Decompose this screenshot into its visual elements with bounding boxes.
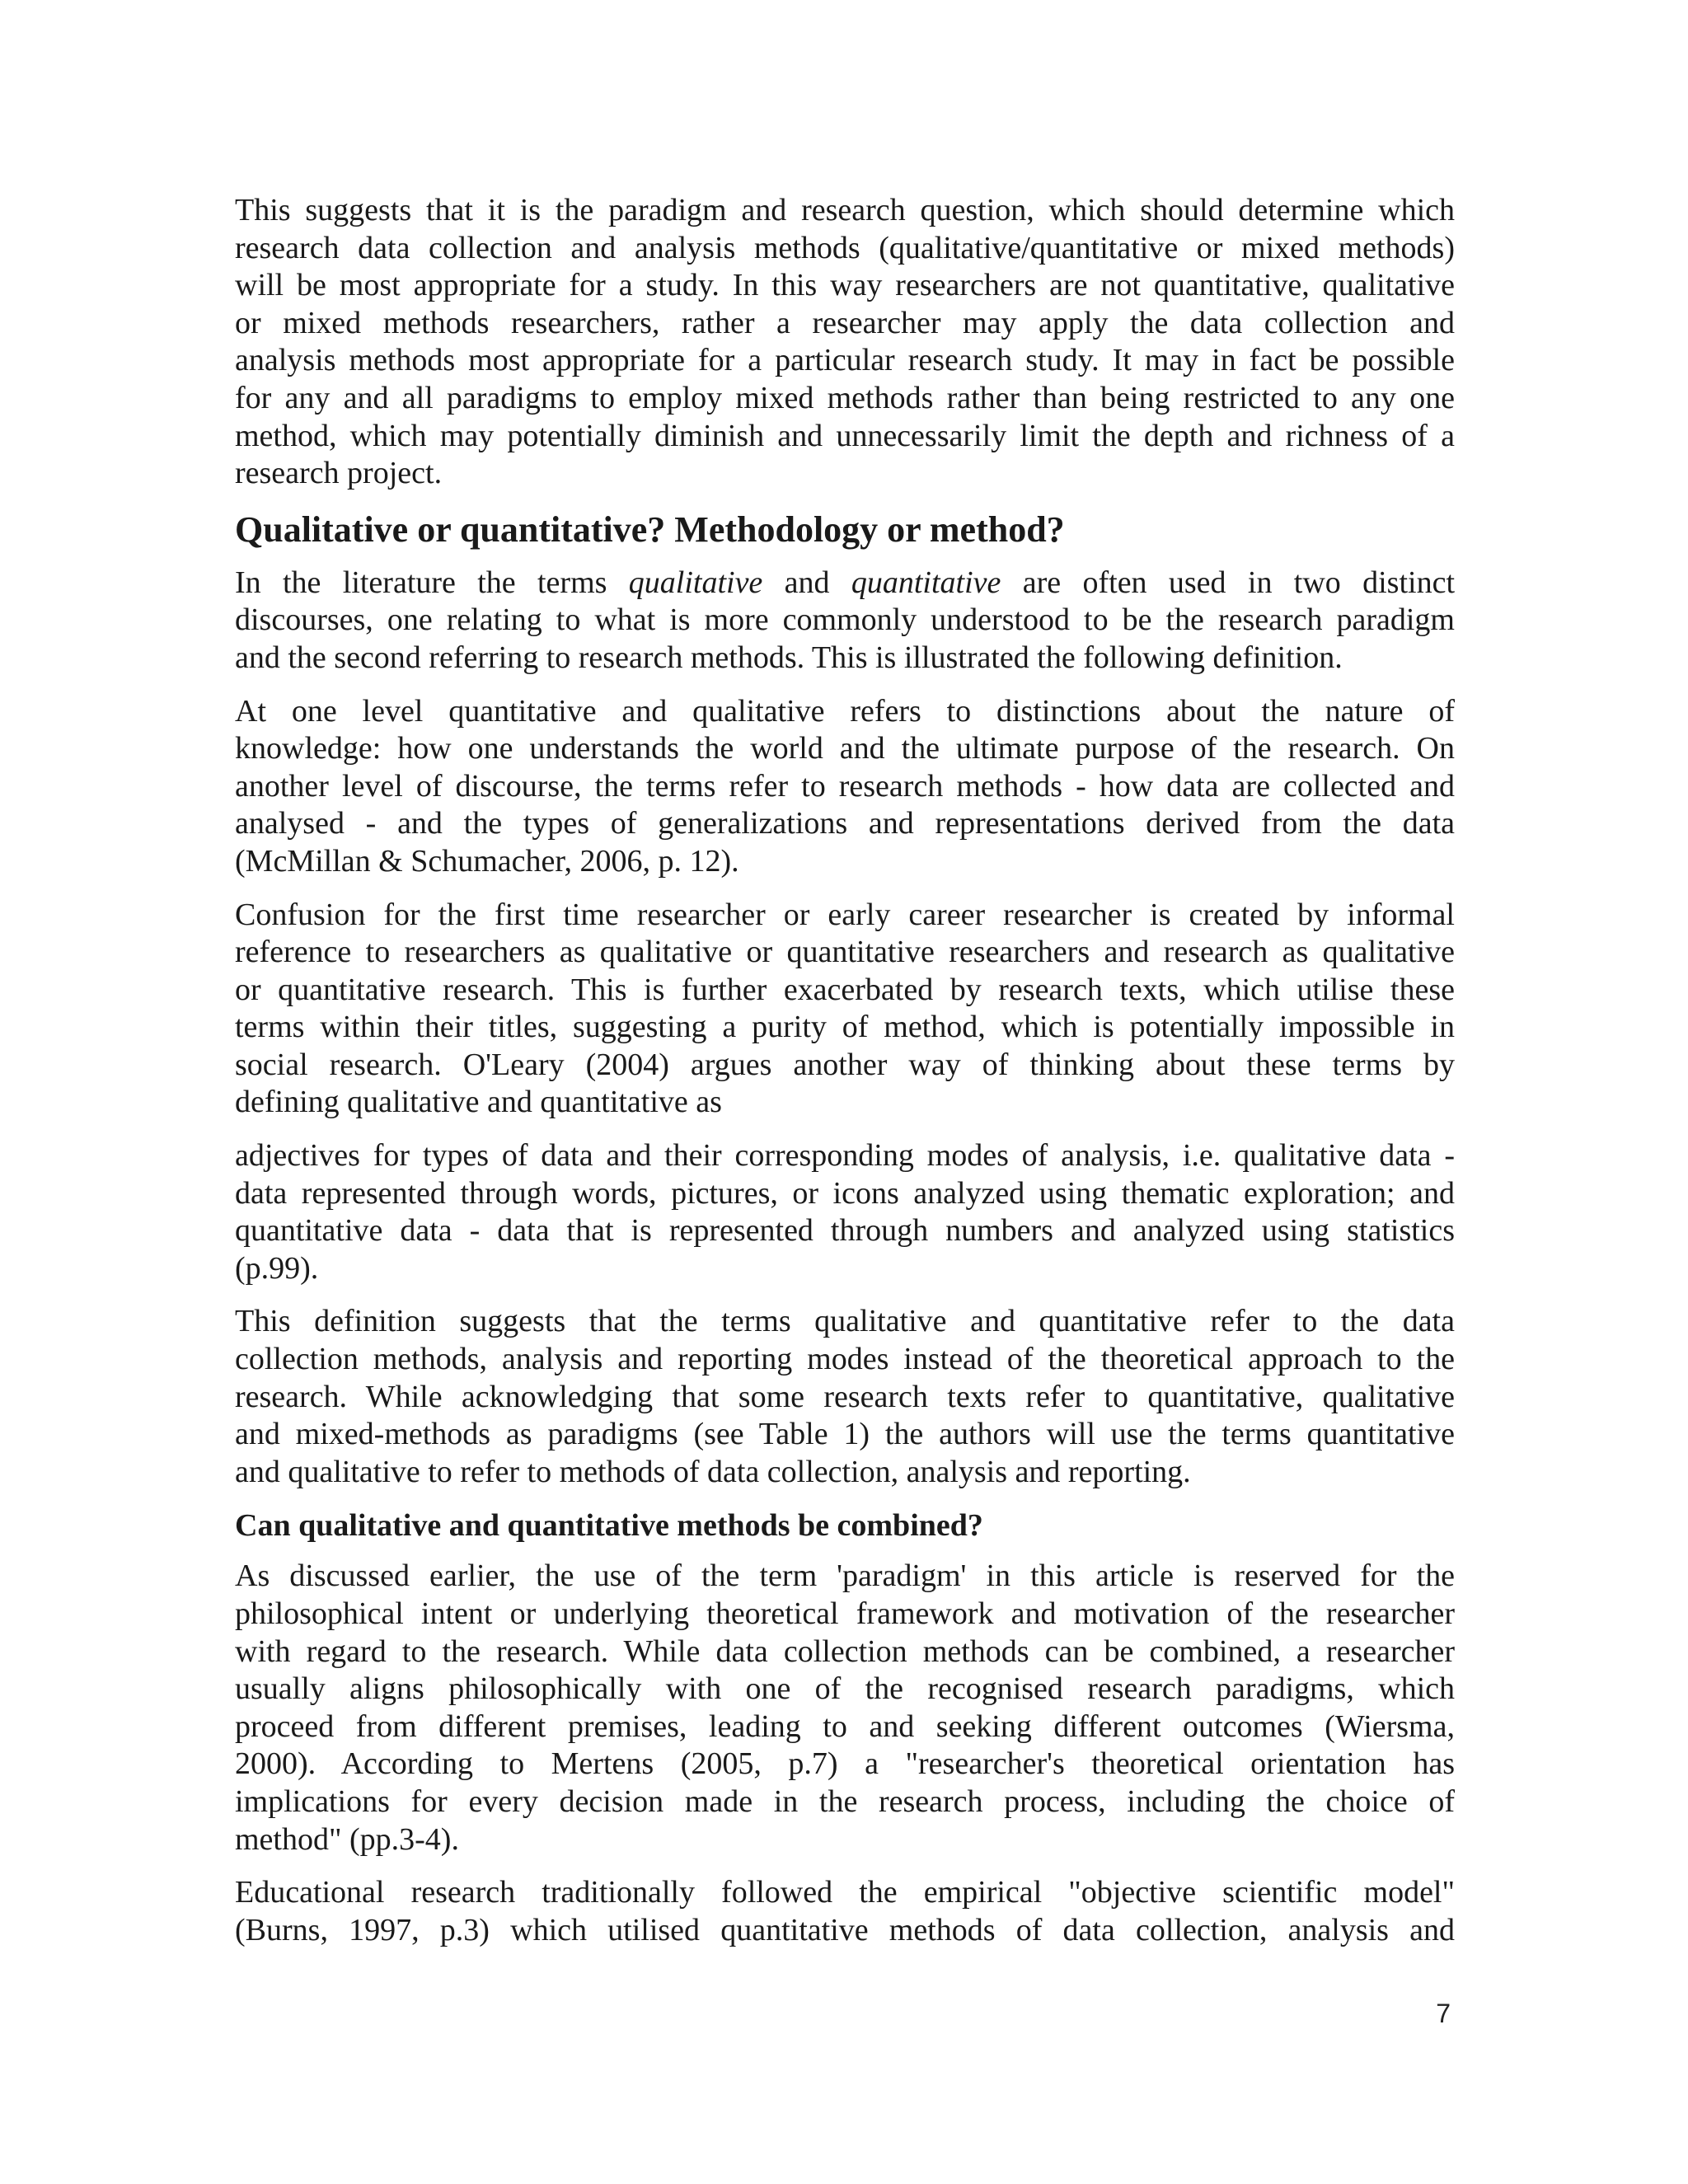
text-line: (McMillan & Schumacher, 2006, p. 12). (235, 843, 739, 879)
text-line: proceed from different premises, leading to and seeking different outcomes (Wiersma, (235, 1708, 1455, 1744)
text-line: data represented through words, pictures, or icons analyzed using thematic exploration; and (235, 1175, 1455, 1211)
text-line: or mixed methods researchers, rather a researcher may apply the data collection and (235, 305, 1455, 340)
text-line: At one level quantitative and qualitative refers to distinctions about the nature of (235, 693, 1455, 729)
text-line: philosophical intent or underlying theoretical framework and motivation of the researcher (235, 1596, 1455, 1631)
block-quote-2 (235, 1137, 1455, 1287)
text-line: research project. (235, 456, 443, 491)
text-line: adjectives for types of data and their corresponding modes of analysis, i.e. qualitative data - (235, 1138, 1455, 1174)
text-line: collection methods, analysis and reporting modes instead of the theoretical approach to the (235, 1342, 1455, 1377)
text-line: social research. O'Leary (2004) argues another way of thinking about these terms by (235, 1047, 1455, 1082)
text-line: and qualitative to refer to methods of data collection, analysis and reporting. (235, 1454, 1191, 1489)
text-line: reference to researchers as qualitative or quantitative researchers and research as qualitative (235, 935, 1455, 970)
subsection-heading: Can qualitative and quantitative methods be combined? (235, 1508, 983, 1544)
text-run: are often used in two distinct (1022, 565, 1456, 600)
text-line: Confusion for the first time researcher or early career researcher is created by informal (235, 897, 1455, 932)
paragraph-4 (235, 897, 1455, 1122)
text-line: analysed - and the types of generalizations and representations derived from the data (235, 806, 1455, 841)
text-run: and (784, 565, 830, 600)
text-line: for any and all paradigms to employ mixed methods rather than being restricted to any one (235, 380, 1455, 415)
text-line: knowledge: how one understands the world and the ultimate purpose of the research. On (235, 731, 1455, 766)
text-line: research. While acknowledging that some research texts refer to quantitative, qualitative (235, 1379, 1455, 1414)
page-number: 7 (1436, 1999, 1451, 2028)
text-line: method" (pp.3-4). (235, 1821, 459, 1857)
block-quote-1 (235, 693, 1455, 881)
text-line: and mixed-methods as paradigms (see Table 1) the authors will use the terms quantitative (235, 1417, 1455, 1452)
text-line: usually aligns philosophically with one of the recognised research paradigms, which (235, 1671, 1455, 1707)
text-line: implications for every decision made in the research process, including the choice of (235, 1783, 1455, 1819)
paragraph-1 (235, 192, 1455, 493)
text-line: (Burns, 1997, p.3) which utilised quantitative methods of data collection, analysis and (235, 1912, 1455, 1947)
text-line: terms within their titles, suggesting a purity of method, which is potentially impossible in (235, 1010, 1455, 1045)
text-line: quantitative data - data that is represented through numbers and analyzed using statistics (235, 1213, 1455, 1249)
text-line: method, which may potentially diminish and unnecessarily limit the depth and richness of a (235, 418, 1455, 453)
text-line: Educational research traditionally followed the empirical "objective scientific model" (235, 1875, 1455, 1910)
paragraph-2 (235, 565, 1455, 677)
text-line: 2000). According to Mertens (2005, p.7) a "researcher's theoretical orientation has (235, 1746, 1455, 1782)
text-line: This definition suggests that the terms qualitative and quantitative refer to the data (235, 1304, 1455, 1339)
emphasis-term: qualitative (628, 565, 763, 600)
text-line: discourses, one relating to what is more commonly understood to be the research paradigm (235, 602, 1455, 638)
text-line: (p.99). (235, 1250, 319, 1286)
text-run: In the literature the terms (235, 565, 607, 600)
text-line: with regard to the research. While data collection methods can be combined, a researcher (235, 1633, 1455, 1669)
text-line (235, 565, 1455, 602)
text-line: This suggests that it is the paradigm and research question, which should determine which (235, 193, 1455, 227)
text-line: or quantitative research. This is further exacerbated by research texts, which utilise these (235, 972, 1455, 1007)
text-line: defining qualitative and quantitative as (235, 1085, 722, 1120)
paragraph-8 (235, 1874, 1455, 1949)
emphasis-term: quantitative (851, 565, 1001, 600)
paragraph-6 (235, 1303, 1455, 1491)
text-line: another level of discourse, the terms refer to research methods - how data are collected and (235, 768, 1455, 804)
text-line: will be most appropriate for a study. In this way researchers are not quantitative, qualitative (235, 268, 1455, 303)
text-line: As discussed earlier, the use of the term 'paradigm' in this article is reserved for the (235, 1558, 1455, 1594)
document-page (235, 192, 1455, 1965)
text-line: research data collection and analysis methods (qualitative/quantitative or mixed methods) (235, 230, 1455, 265)
paragraph-7 (235, 1558, 1455, 1858)
section-heading: Qualitative or quantitative? Methodology or method? (235, 509, 1065, 550)
text-line: analysis methods most appropriate for a particular research study. It may in fact be possible (235, 343, 1455, 378)
text-line: and the second referring to research methods. This is illustrated the following definition. (235, 640, 1343, 675)
